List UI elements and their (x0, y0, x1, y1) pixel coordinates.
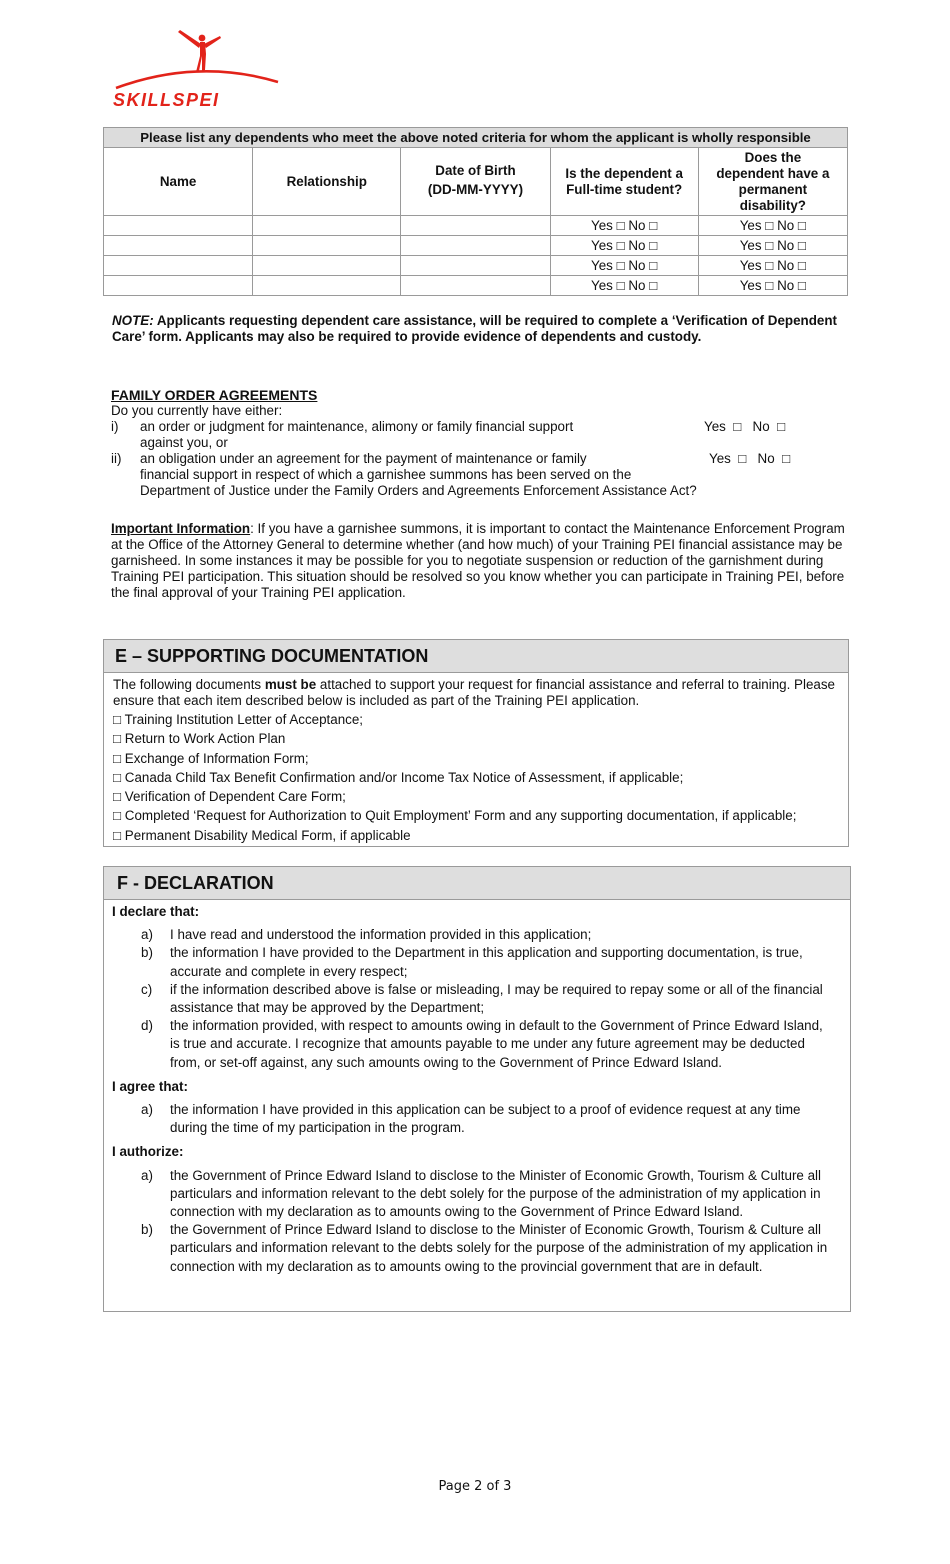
relationship-cell[interactable] (253, 256, 401, 276)
disability-choice[interactable]: Yes □ No □ (698, 236, 847, 256)
list-item: c) if the information described above is false or misleading, I may be required to repay some or all of the financial assistance that may be approved by the Department; (141, 981, 823, 1016)
fulltime-choice[interactable]: Yes □ No □ (550, 236, 698, 256)
dob-cell[interactable] (401, 276, 550, 296)
name-cell[interactable] (104, 236, 253, 256)
dob-cell[interactable] (401, 236, 550, 256)
relationship-cell[interactable] (253, 276, 401, 296)
section-e-intro: The following documents must be attached to support your request for financial assistance and referral to training. Please ensure that each item described below is included as part of the Training PEI application. (113, 677, 835, 708)
doc-checkbox-action-plan[interactable]: □ Return to Work Action Plan (113, 731, 286, 747)
item-text: an obligation under an agreement for the payment of maintenance or family (140, 451, 587, 466)
skillspei-logo (108, 26, 298, 112)
table-row (104, 216, 848, 236)
disability-choice[interactable]: Yes □ No □ (698, 276, 847, 296)
list-item: b) the Government of Prince Edward Island to disclose to the Minister of Economic Growth, Tourism & Culture all particulars and information relevant to the debts solely for the purpose of the administration of my application in connection with my declaration as to amounts owing to the provincial government that are in default. (141, 1222, 828, 1274)
list-item: a) the information I have provided in this application can be subject to a proof of evidence request at any time during the time of my participation in the program. (141, 1102, 801, 1136)
section-e-title: E – SUPPORTING DOCUMENTATION (104, 640, 848, 673)
col-dob: Date of Birth (DD-MM-YYYY) (401, 148, 550, 216)
logo-text: SKILLSPEI (113, 90, 220, 110)
doc-checkbox-dependent-care[interactable]: □ Verification of Dependent Care Form; (113, 789, 346, 805)
item-text: against you, or (140, 435, 228, 450)
doc-checkbox-disability[interactable]: □ Permanent Disability Medical Form, if applicable (113, 827, 411, 843)
list-item: d) the information provided, with respect to amounts owing in default to the Government of Prince Edward Island, is true and accurate. I recognize that amounts payable to me under any future agreement may be deducted from, or set-off against, any such amounts owing to the Government of Prince Edward Island. (141, 1018, 823, 1070)
family-title: FAMILY ORDER AGREEMENTS (111, 387, 318, 403)
doc-checkbox-exchange[interactable]: □ Exchange of Information Form; (113, 750, 309, 766)
item-number: i) (111, 419, 119, 434)
section-e (103, 639, 849, 847)
item-text: an order or judgment for maintenance, alimony or family financial support (140, 419, 574, 434)
list-item: b) the information I have provided to the Department in this application and supporting documentation, is true, accurate and complete in every respect; (141, 945, 803, 979)
family-order-agreements (111, 387, 851, 499)
table-row (104, 236, 848, 256)
name-cell[interactable] (104, 216, 253, 236)
name-cell[interactable] (104, 256, 253, 276)
authorize-list (112, 1167, 850, 1276)
agree-heading: I agree that: (112, 1078, 188, 1094)
dob-cell[interactable] (401, 256, 550, 276)
dependents-caption: Please list any dependents who meet the above noted criteria for whom the applicant is wholly responsible (104, 128, 848, 148)
family-item-1 (111, 419, 851, 451)
authorize-heading: I authorize: (112, 1144, 184, 1160)
section-f (103, 866, 851, 1312)
disability-choice[interactable]: Yes □ No □ (698, 256, 847, 276)
dependents-table (103, 127, 848, 296)
item-text: Department of Justice under the Family Orders and Agreements Enforcement Assistance Act? (140, 483, 697, 498)
list-item: a) the Government of Prince Edward Island to disclose to the Minister of Economic Growth, Tourism & Culture all particulars and information relevant to the debt solely for the purpose of the administration of my application in connection with my declaration as to amounts owing to the Government of Prince Edward Island. (141, 1167, 821, 1220)
disability-choice[interactable]: Yes □ No □ (698, 216, 847, 236)
family-choice-1[interactable]: Yes □ No □ (704, 419, 786, 434)
col-relationship: Relationship (253, 148, 401, 216)
doc-checkbox-quit-employment[interactable]: □ Completed ‘Request for Authorization to Quit Employment’ Form and any supporting documentation, if applicable; (113, 808, 797, 824)
item-text: financial support in respect of which a garnishee summons has been served on the (140, 467, 632, 482)
important-text: : If you have a garnishee summons, it is important to contact the Maintenance Enforcement Program at the Office of the Attorney General to determine whether (and how much) of your Training PEI financial assistance may be garnisheed. In some instances it may be possible for you to negotiate suspension or reduction of the garnishment during Training PEI participation. This situation should be resolved so you know whether you can participate in Training PEI, before the final approval of your Training PEI application. (111, 521, 845, 600)
declare-heading: I declare that: (112, 904, 200, 919)
family-intro: Do you currently have either: (111, 403, 283, 418)
table-row (104, 256, 848, 276)
agree-list (112, 1101, 850, 1137)
doc-checkbox-acceptance[interactable]: □ Training Institution Letter of Acceptance; (113, 712, 364, 727)
relationship-cell[interactable] (253, 236, 401, 256)
note-label: NOTE: (112, 313, 154, 328)
col-name: Name (104, 148, 253, 216)
fulltime-choice[interactable]: Yes □ No □ (550, 216, 698, 236)
family-choice-2[interactable]: Yes □ No □ (709, 451, 791, 466)
important-label: Important Information (111, 521, 251, 536)
name-cell[interactable] (104, 276, 253, 296)
relationship-cell[interactable] (253, 216, 401, 236)
col-disability: Does the dependent have a permanent disability? (698, 148, 847, 216)
item-number: ii) (111, 451, 122, 466)
fulltime-choice[interactable]: Yes □ No □ (550, 256, 698, 276)
family-item-2 (111, 451, 851, 499)
dob-cell[interactable] (401, 216, 550, 236)
table-row (104, 276, 848, 296)
col-fulltime: Is the dependent a Full-time student? (550, 148, 698, 216)
note-text: Applicants requesting dependent care assistance, will be required to complete a ‘Verification of Dependent Care’ form. Applicants may also be required to provide evidence of dependents and custody. (112, 313, 837, 344)
fulltime-choice[interactable]: Yes □ No □ (550, 276, 698, 296)
page-number: Page 2 of 3 (438, 1479, 512, 1494)
important-information (111, 521, 849, 601)
declare-list (112, 926, 850, 1072)
doc-checkbox-tax[interactable]: □ Canada Child Tax Benefit Confirmation and/or Income Tax Notice of Assessment, if applicable; (113, 769, 684, 785)
dependent-care-note (112, 313, 842, 345)
list-item: a) I have read and understood the information provided in this application; (141, 927, 592, 943)
section-f-title: F - DECLARATION (104, 867, 850, 900)
